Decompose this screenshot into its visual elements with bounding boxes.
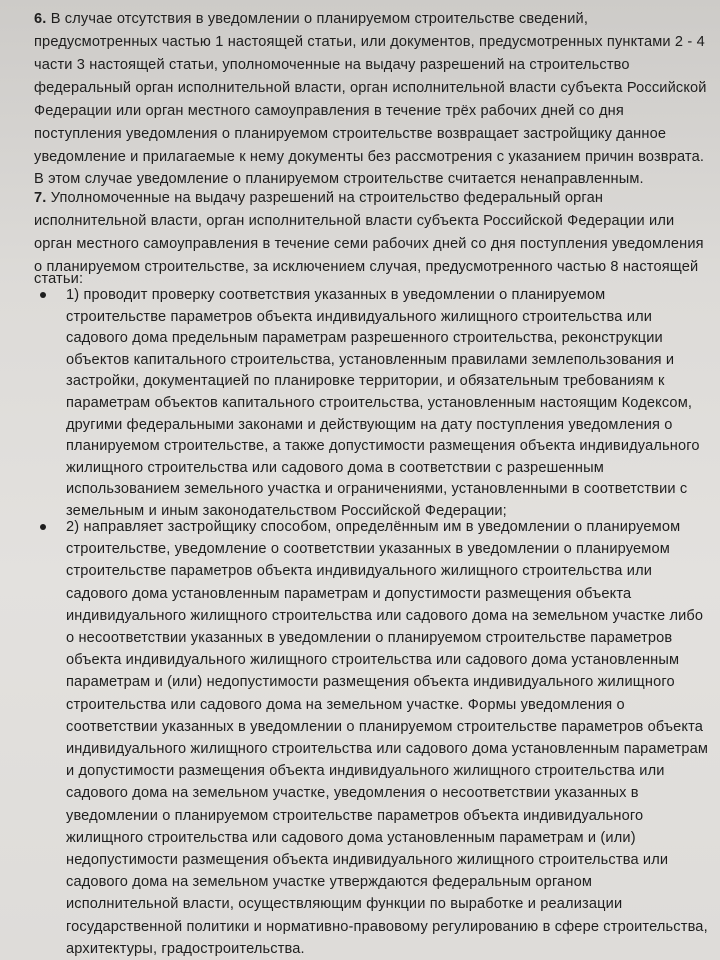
paragraph-7-line: статьи: xyxy=(34,271,84,287)
list-item-line: жилищного строительства или садового дома установленным параметрам и (или) xyxy=(66,829,636,846)
list-item-line: индивидуального жилищного строительства или садового дома установленным параметрам xyxy=(66,741,709,757)
list-item-line: исполнительной власти, осуществляющим функции по выработке и реализации xyxy=(66,896,623,913)
list-item-line: соответствии указанных в уведомлении о планируемом строительстве параметров объекта xyxy=(66,718,704,735)
list-item-line: уведомлении о планируемом строительстве параметров объекта индивидуального xyxy=(66,807,644,824)
list-item-line: государственной политики и нормативно-правовому регулированию в сфере строительства, xyxy=(66,918,708,935)
list-item-line: использованием земельного участка и ограничениями, установленными в соответствии с xyxy=(66,481,688,498)
list-item-line: жилищного строительства или садового дома в соответствии с разрешенным xyxy=(66,459,604,476)
paragraph-number: 6. xyxy=(34,11,47,27)
list-item-line: строительстве, уведомление о соответствии указанных в уведомлении о планируемом xyxy=(66,541,670,558)
bullet-icon xyxy=(40,292,46,298)
paragraph-7-line: о планируемом строительстве, за исключением случая, предусмотренного частью 8 настоящей xyxy=(34,259,699,275)
list-item-line: садового дома установленным параметрам и допустимости размещения объекта xyxy=(66,585,632,602)
paragraph-6-line: федеральный орган исполнительной власти, орган исполнительной власти субъекта Российской xyxy=(34,80,707,96)
paragraph-6-line: части 3 настоящей статьи, уполномоченные на выдачу разрешений на строительство xyxy=(34,57,630,73)
list-item-line: архитектуры, градостроительства. xyxy=(66,940,305,957)
list-item-line: параметрам и (или) недопустимости размещения объекта индивидуального жилищного xyxy=(66,674,675,691)
paragraph-number: 7. xyxy=(34,190,47,206)
list-item-line: 2) направляет застройщику способом, определённым им в уведомлении о планируемом xyxy=(66,519,681,535)
list-item-line: индивидуального жилищного строительства или садового дома на земельном участке либо xyxy=(66,607,704,624)
paragraph-6-line: В этом случае уведомление о планируемом строительстве считается ненаправленным. xyxy=(34,171,644,187)
list-item-line: садового дома на земельном участке утверждаются федеральным органом xyxy=(66,874,593,891)
paragraph-6-line: поступления уведомления о планируемом строительстве возвращает застройщику данное xyxy=(34,126,667,142)
list-item-line: другими федеральными законами и действующим на дату поступления уведомления о xyxy=(66,416,673,433)
list-item-line: объекта индивидуального жилищного строительства или садового дома установленным xyxy=(66,652,680,669)
list-item-line: параметрам объектов капитального строительства, установленным настоящим Кодексом, xyxy=(66,395,693,411)
list-item-line: планируемом строительстве, а также допустимости размещения объекта индивидуального xyxy=(66,438,700,455)
list-item-line: строительства или садового дома на земельном участке. Формы уведомления о xyxy=(66,696,625,713)
paragraph-6-line: уведомление и прилагаемые к нему документы без рассмотрения с указанием причин возврата. xyxy=(34,149,705,165)
paragraph-6-line: 6. В случае отсутствия в уведомлении о планируемом строительстве сведений, xyxy=(34,11,589,27)
paragraph-7-line: исполнительной власти, орган исполнительной власти субъекта Российской Федерации или xyxy=(34,213,675,229)
paragraph-7-line: 7. Уполномоченные на выдачу разрешений на строительство федеральный орган xyxy=(34,190,604,206)
list-item-line: строительстве параметров объекта индивидуального жилищного строительства или xyxy=(66,308,653,325)
paragraph-6-line: предусмотренных частью 1 настоящей статьи, или документов, предусмотренных пунктами 2 - 4 xyxy=(34,34,705,50)
list-item-line: застройки, документацией по планировке территории, и обязательным требованиям к xyxy=(66,373,665,390)
list-item-line: строительстве параметров объекта индивидуального жилищного строительства или xyxy=(66,563,653,580)
list-item-line: садового дома на земельном участке, уведомления о несоответствии указанных в xyxy=(66,785,639,802)
list-item-line: земельным и иным законодательством Российской Федерации; xyxy=(66,503,507,519)
paragraph-7-line: орган местного самоуправления в течение семи рабочих дней со дня поступления уведомления xyxy=(34,236,704,252)
list-item-line: о несоответствии указанных в уведомлении о планируемом строительстве параметров xyxy=(66,630,673,646)
list-item-line: объектов капитального строительства, установленным правилами землепользования и xyxy=(66,351,675,368)
list-item-line: недопустимости размещения объекта индивидуального жилищного строительства или xyxy=(66,852,669,868)
list-item-line: и допустимости размещения объекта индивидуального жилищного строительства или xyxy=(66,763,665,780)
paragraph-6-line: Федерации или орган местного самоуправления в течение трёх рабочих дней со дня xyxy=(34,103,624,119)
bullet-icon xyxy=(40,524,46,530)
list-item-line: садового дома предельным параметрам разрешенного строительства, реконструкции xyxy=(66,330,663,347)
list-item-line: 1) проводит проверку соответствия указанных в уведомлении о планируемом xyxy=(66,287,606,303)
